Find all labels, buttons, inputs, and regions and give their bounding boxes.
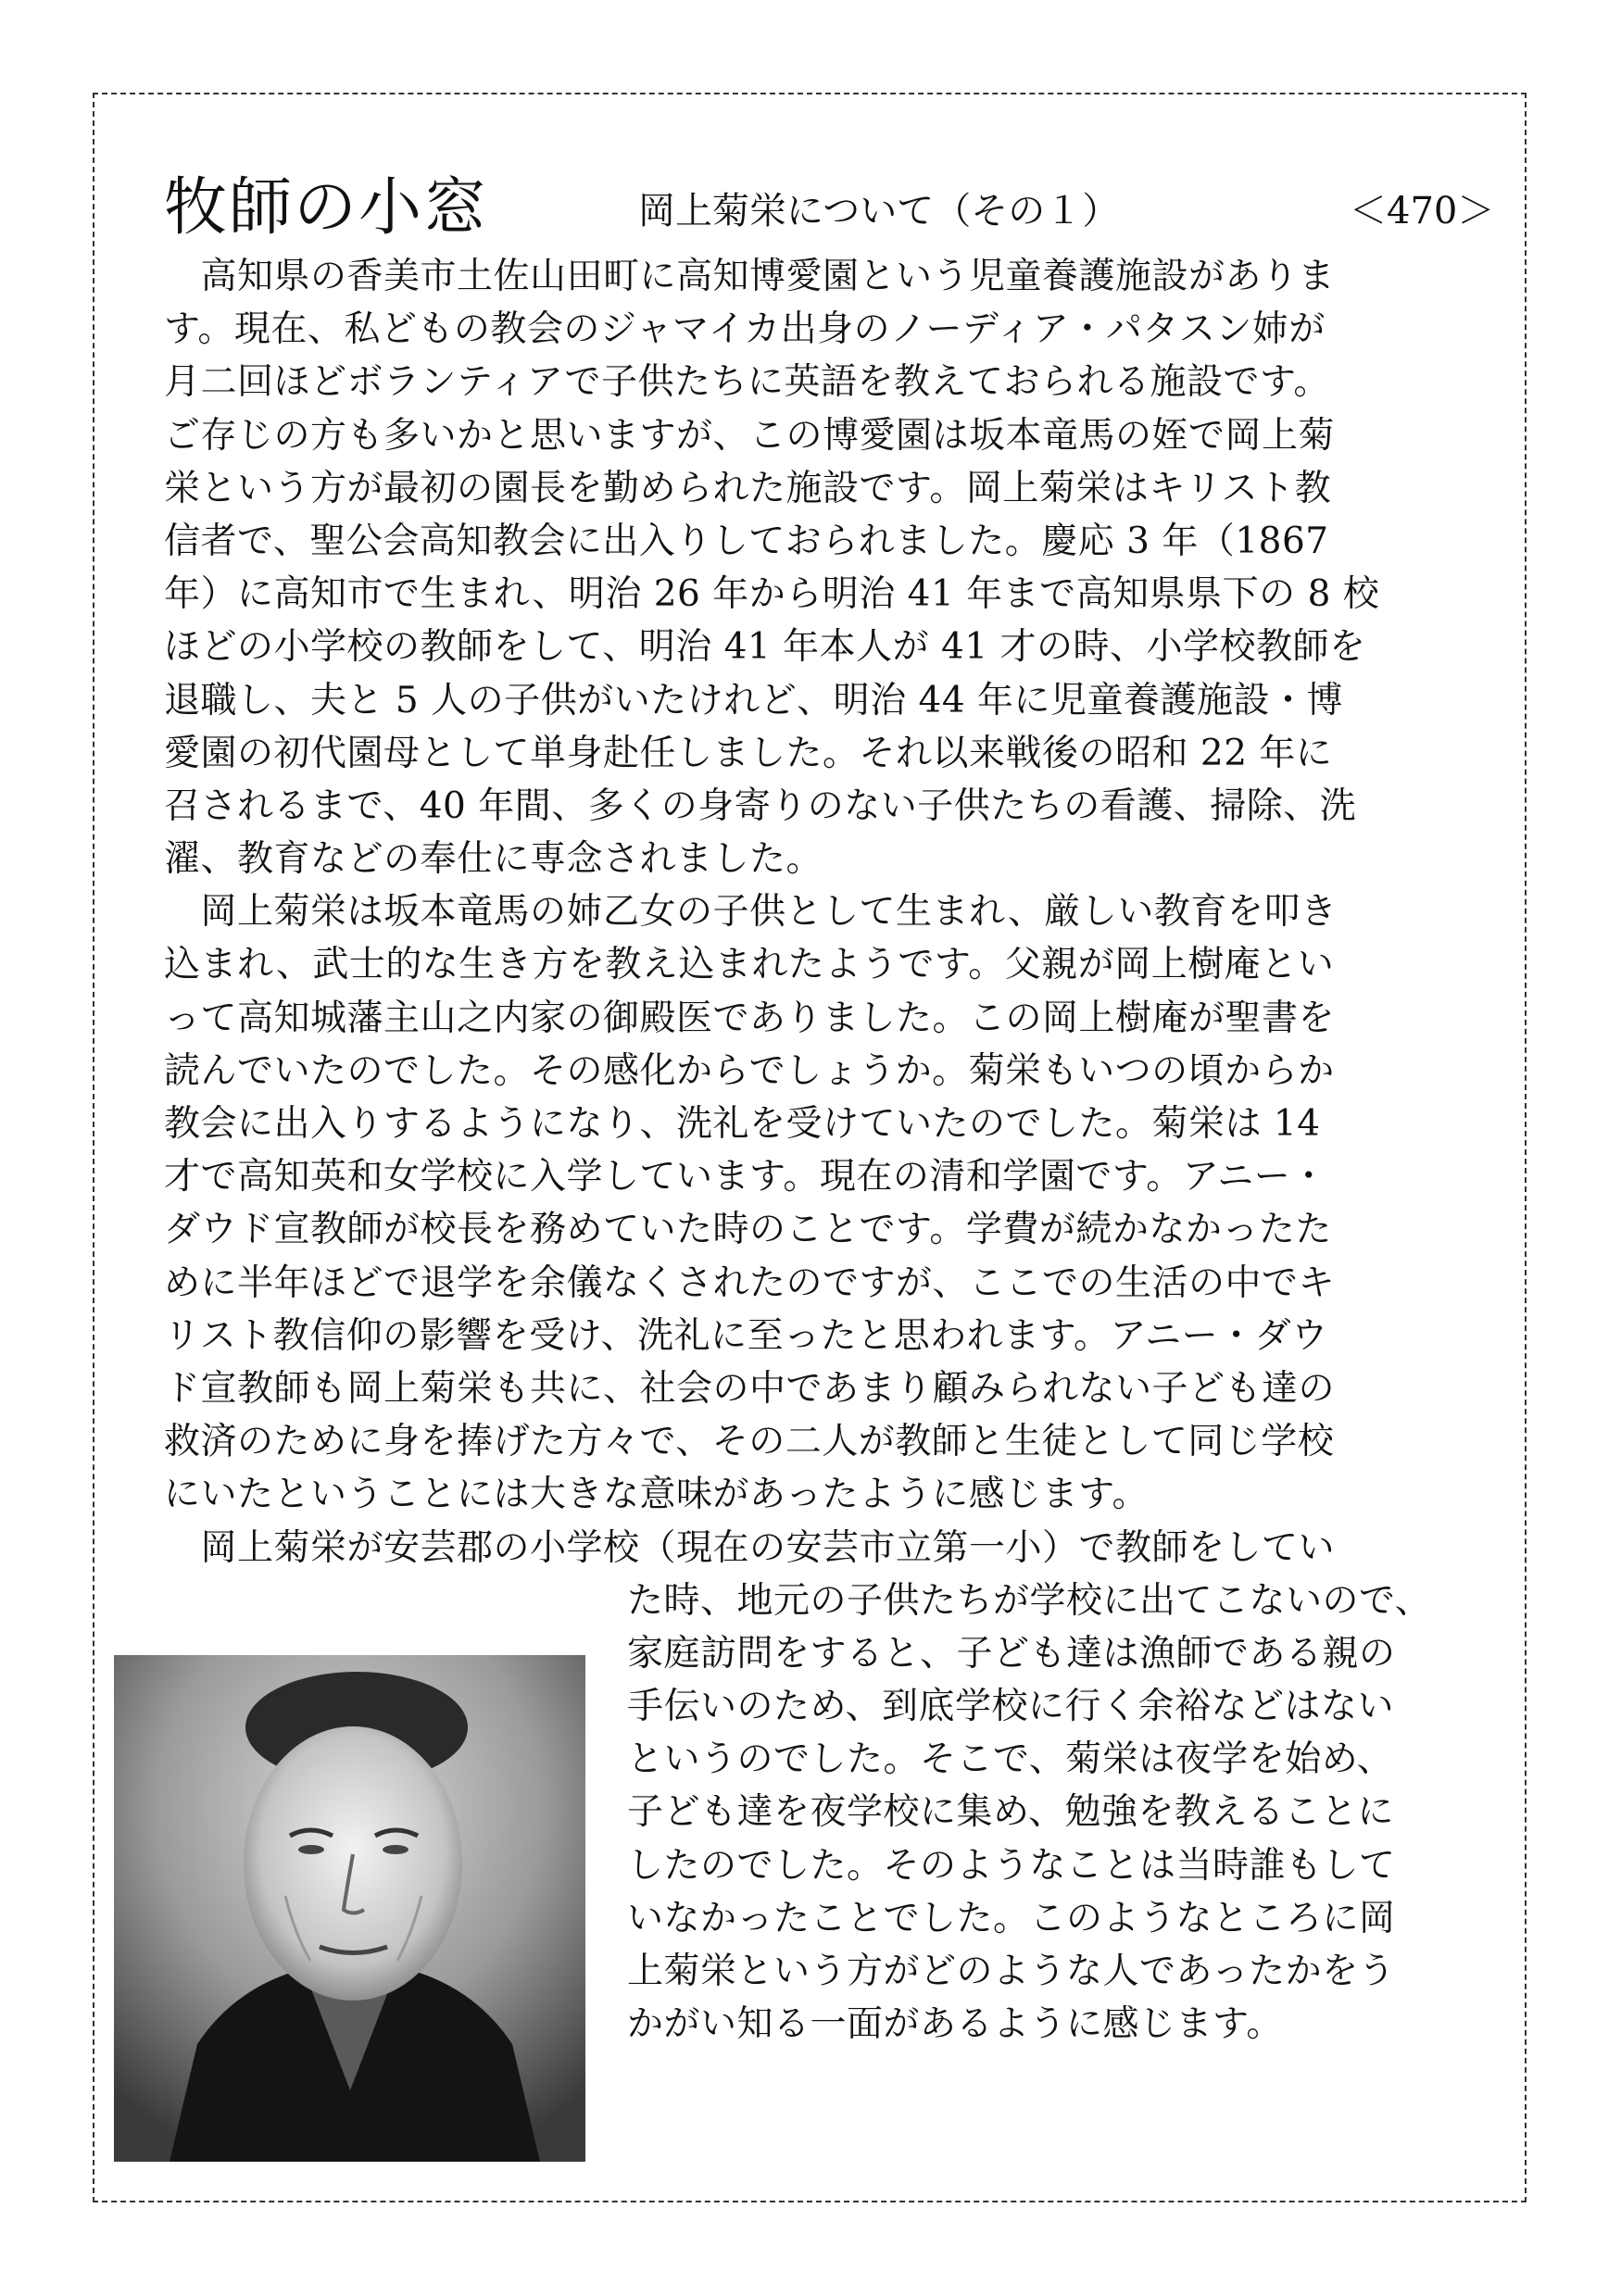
body-line: 読んでいたのでした。その感化からでしょうか。菊栄もいつの頃からか	[164, 1049, 1335, 1092]
body-line-beside-photo: 子ども達を夜学校に集め、勉強を教えることに	[627, 1791, 1394, 1834]
body-line-beside-photo: 上菊栄という方がどのような人であったかをう	[627, 1951, 1396, 1992]
body-line-beside-photo: というのでした。そこで、菊栄は夜学を始め、	[627, 1738, 1394, 1781]
body-line: ほどの小学校の教師をして、明治 41 年本人が 41 才の時、小学校教師を	[164, 626, 1366, 669]
article-subtitle: 岡上菊栄について（その１）	[638, 190, 1120, 232]
issue-number: ＜470＞	[1350, 190, 1495, 232]
column-title: 牧師の小窓	[164, 171, 489, 245]
body-line: 高知県の香美市土佐山田町に高知博愛園という児童養護施設がありま	[164, 256, 1336, 297]
body-line: 栄という方が最初の園長を勤められた施設です。岡上菊栄はキリスト教	[164, 467, 1332, 509]
body-line-beside-photo: 家庭訪問をすると、子ども達は漁師である親の	[627, 1632, 1396, 1675]
portrait-photo	[114, 1655, 585, 2162]
body-line: 岡上菊栄が安芸郡の小学校（現在の安芸市立第一小）で教師をしてい	[164, 1526, 1336, 1569]
body-line: 信者で、聖公会高知教会に出入りしておられました。慶応 3 年（1867	[164, 520, 1329, 562]
body-line: 才で高知英和女学校に入学しています。現在の清和学園です。アニー・	[164, 1156, 1327, 1198]
body-line: 濯、教育などの奉仕に専念されました。	[164, 838, 823, 881]
body-line: 愛園の初代園母として単身赴任しました。それ以来戦後の昭和 22 年に	[164, 732, 1333, 774]
body-line-beside-photo: いなかったことでした。このようなところに岡	[627, 1897, 1396, 1939]
body-line: って高知城藩主山之内家の御殿医でありました。この岡上樹庵が聖書を	[164, 997, 1336, 1039]
body-line: 救済のために身を捧げた方々で、その二人が教師と生徒として同じ学校	[164, 1421, 1335, 1463]
header	[164, 167, 1498, 250]
body-line-beside-photo: た時、地元の子供たちが学校に出てこないので、	[627, 1579, 1432, 1622]
body-line: めに半年ほどで退学を余儀なくされたのですが、ここでの生活の中でキ	[164, 1261, 1336, 1304]
body-line-beside-photo: かがい知る一面があるように感じます。	[627, 2003, 1283, 2046]
body-line: 岡上菊栄は坂本竜馬の姉乙女の子供として生まれ、厳しい教育を叩き	[164, 891, 1338, 934]
body-line: ご存じの方も多いかと思いますが、この博愛園は坂本竜馬の姪で岡上菊	[164, 414, 1336, 457]
body-line-beside-photo: 手伝いのため、到底学校に行く余裕などはない	[627, 1686, 1394, 1728]
body-line: 月二回ほどボランティアで子供たちに英語を教えておられる施設です。	[164, 361, 1330, 404]
body-line: す。現在、私どもの教会のジャマイカ出身のノーディア・パタスン姉が	[164, 308, 1326, 351]
body-line: にいたということには大きな意味があったように感じます。	[164, 1474, 1149, 1516]
body-line: 退職し、夫と 5 人の子供がいたけれど、明治 44 年に児童養護施設・博	[164, 679, 1344, 721]
body-line: 年）に高知市で生まれ、明治 26 年から明治 41 年まで高知県県下の 8 校	[164, 573, 1380, 616]
body-line: ド宣教師も岡上菊栄も共に、社会の中であまり顧みられない子ども達の	[164, 1367, 1336, 1410]
body-line: リスト教信仰の影響を受け、洗礼に至ったと思われます。アニー・ダウ	[164, 1314, 1328, 1357]
body-line: ダウド宣教師が校長を務めていた時のことです。学費が続かなかったた	[164, 1209, 1332, 1251]
body-line: 召されるまで、40 年間、多くの身寄りのない子供たちの看護、掃除、洗	[164, 784, 1357, 827]
body-line-beside-photo: したのでした。そのようなことは当時誰もして	[627, 1844, 1396, 1887]
body-line: 教会に出入りするようになり、洗礼を受けていたのでした。菊栄は 14	[164, 1103, 1321, 1145]
body-line: 込まれ、武士的な生き方を教え込まれたようです。父親が岡上樹庵とい	[164, 944, 1335, 986]
